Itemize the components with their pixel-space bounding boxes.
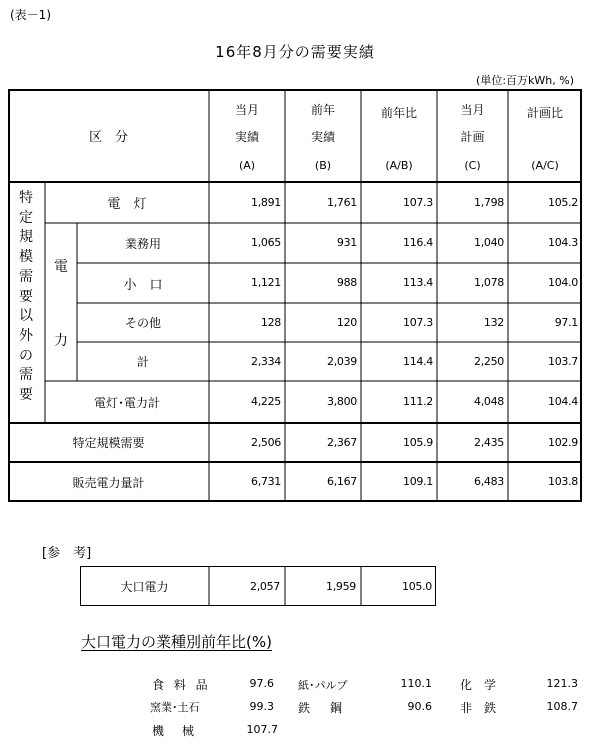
power-label-vertical: 電 力 <box>54 259 68 349</box>
row-label-small: 小 口 <box>123 277 163 293</box>
industry-title: 大口電力の業種別前年比(%) <box>81 633 272 651</box>
cell-actual: 128 <box>260 316 281 329</box>
cell-yoy-ratio: 105.9 <box>403 436 433 449</box>
cell-yoy-ratio: 113.4 <box>403 276 433 289</box>
group-label-vertical: 特 定 規 模 需 要 以 外 の 需 要 <box>19 190 33 404</box>
unit-note: (単位:百万kWh, %) <box>476 74 574 87</box>
cell-plan: 6,483 <box>474 475 504 488</box>
row-label-specified-demand: 特定規模需要 <box>72 436 145 450</box>
cell-actual: 4,225 <box>251 395 281 408</box>
cell-plan-ratio: 104.3 <box>548 236 578 249</box>
row-label-sales-total: 販売電力量計 <box>72 475 145 490</box>
cell-plan: 1,798 <box>474 196 504 209</box>
cell-yoy-ratio: 111.2 <box>403 395 433 408</box>
cell-actual: 1,891 <box>251 196 281 209</box>
industry-value-chemical: 121.3 <box>546 677 578 690</box>
header-col1-line2: 実績 <box>234 129 259 144</box>
table-caption: (表－1) <box>10 8 51 22</box>
cell-yoy-ratio: 109.1 <box>403 475 433 488</box>
industry-value-machinery: 107.7 <box>246 723 278 736</box>
industry-value-nonferrous: 108.7 <box>546 700 578 713</box>
header-col4-line2: 計画 <box>460 129 485 144</box>
reference-value-a: 2,057 <box>250 580 280 593</box>
industry-name-chemical: 化 学 <box>460 678 497 692</box>
cell-prev-year: 3,800 <box>327 395 357 408</box>
industry-value-food: 97.6 <box>249 677 274 690</box>
cell-actual: 2,334 <box>251 355 281 368</box>
header-col2-line2: 実績 <box>310 129 335 144</box>
industry-value-paper: 110.1 <box>400 677 432 690</box>
cell-prev-year: 2,039 <box>327 355 357 368</box>
header-col5-line1: 計画比 <box>526 105 563 120</box>
cell-plan: 1,040 <box>474 236 504 249</box>
cell-yoy-ratio: 116.4 <box>403 236 433 249</box>
header-col2-line3: (B) <box>314 158 332 172</box>
cell-actual: 2,506 <box>251 436 281 449</box>
header-col2-line1: 前年 <box>310 102 335 117</box>
cell-prev-year: 120 <box>336 316 357 329</box>
header-col1-line1: 当月 <box>234 102 259 117</box>
cell-plan-ratio: 105.2 <box>548 196 578 209</box>
cell-plan: 1,078 <box>474 276 504 289</box>
cell-plan-ratio: 102.9 <box>548 436 578 449</box>
industry-name-steel: 鉄 鋼 <box>298 701 347 715</box>
cell-yoy-ratio: 107.3 <box>403 316 433 329</box>
row-label-business: 業務用 <box>124 236 161 251</box>
industry-name-machinery: 機 械 <box>152 724 198 738</box>
cell-actual: 6,731 <box>251 475 281 488</box>
header-category: 区 分 <box>88 130 128 145</box>
cell-yoy-ratio: 114.4 <box>403 355 433 368</box>
industry-value-steel: 90.6 <box>407 700 432 713</box>
cell-plan: 2,435 <box>474 436 504 449</box>
cell-prev-year: 1,761 <box>327 196 357 209</box>
cell-plan-ratio: 97.1 <box>554 316 578 329</box>
cell-actual: 1,065 <box>251 236 281 249</box>
industry-value-ceramics: 99.3 <box>249 700 274 713</box>
row-label-lighting: 電 灯 <box>107 197 147 212</box>
cell-prev-year: 988 <box>336 276 357 289</box>
page-title: 16年8月分の需要実績 <box>215 43 375 61</box>
cell-plan-ratio: 103.7 <box>548 355 578 368</box>
header-col4-line3: (C) <box>464 158 481 172</box>
industry-name-food: 食 料 品 <box>152 678 211 692</box>
industry-name-paper: 紙･パルプ <box>298 679 348 692</box>
cell-plan: 132 <box>483 316 504 329</box>
cell-actual: 1,121 <box>251 276 281 289</box>
reference-value-b: 1,959 <box>326 580 356 593</box>
header-col5-line3: (A/C) <box>531 158 559 172</box>
cell-yoy-ratio: 107.3 <box>403 196 433 209</box>
header-col1-line3: (A) <box>238 158 256 172</box>
reference-label: [参 考] <box>42 546 92 561</box>
cell-plan-ratio: 103.8 <box>548 475 578 488</box>
cell-plan: 4,048 <box>474 395 504 408</box>
reference-row-label: 大口電力 <box>120 579 169 594</box>
cell-prev-year: 6,167 <box>327 475 357 488</box>
reference-value-ratio: 105.0 <box>402 580 432 593</box>
row-label-lighting-power-total: 電灯･電力計 <box>93 395 160 410</box>
row-label-power-subtotal: 計 <box>136 355 149 369</box>
cell-plan: 2,250 <box>474 355 504 368</box>
cell-plan-ratio: 104.4 <box>548 395 578 408</box>
row-label-other: その他 <box>124 316 161 330</box>
reference-table <box>80 566 436 606</box>
cell-plan-ratio: 104.0 <box>548 276 578 289</box>
header-col3-line3: (A/B) <box>385 158 413 172</box>
cell-prev-year: 2,367 <box>327 436 357 449</box>
cell-prev-year: 931 <box>336 236 357 249</box>
demand-table <box>8 89 582 502</box>
industry-name-nonferrous: 非 鉄 <box>460 701 497 715</box>
header-col4-line1: 当月 <box>460 102 485 117</box>
header-col3-line1: 前年比 <box>380 105 417 120</box>
industry-name-ceramics: 窯業･土石 <box>150 701 200 714</box>
